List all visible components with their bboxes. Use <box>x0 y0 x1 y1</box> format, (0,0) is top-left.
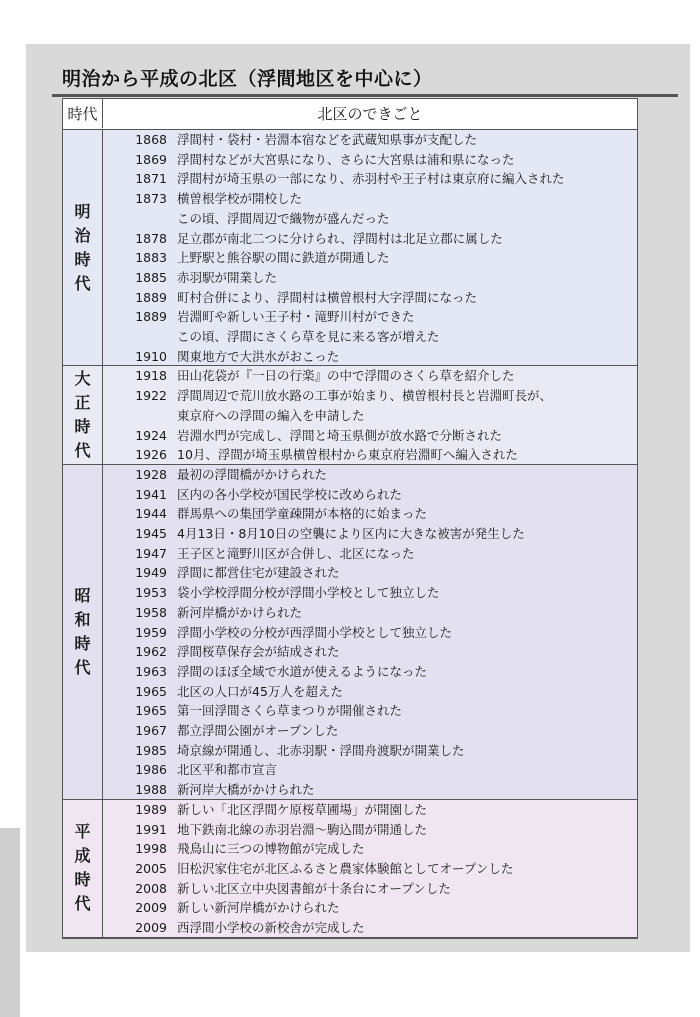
list-item <box>103 839 637 859</box>
event-year: 1986 <box>135 762 167 778</box>
event-text: 関東地方で大洪水がおこった <box>177 348 340 364</box>
page-title: 明治から平成の北区（浮間地区を中心に） <box>62 68 433 90</box>
list-item <box>103 366 637 386</box>
event-year: 1889 <box>135 289 167 305</box>
event-text: 岩淵水門が完成し、浮間と埼玉県側が放水路で分断された <box>177 427 503 443</box>
title-underline <box>52 94 678 97</box>
list-item <box>103 485 637 505</box>
event-text: 町村合併により、浮間村は横曽根村大字浮間になった <box>177 289 478 305</box>
event-text: 新しい「北区浮間ケ原桜草圃場」が開園した <box>177 801 428 817</box>
event-text: 10月、浮間が埼玉県横曽根村から東京府岩淵町へ編入された <box>177 447 518 463</box>
event-year: 1871 <box>135 171 167 187</box>
event-text: 岩淵町や新しい王子村・滝野川村ができた <box>177 309 415 325</box>
event-year: 1967 <box>135 723 167 738</box>
event-text: 東京府への浮間の編入を申請した <box>177 407 365 423</box>
event-year: 1924 <box>135 427 167 443</box>
event-text: 4月13日・8月10日の空襲により区内に大きな被害が発生した <box>177 526 525 541</box>
event-text: 地下鉄南北線の赤羽岩淵～駒込間が開通した <box>177 821 428 837</box>
table-header <box>63 99 637 130</box>
list-item <box>103 288 637 308</box>
event-text: 足立郡が南北二つに分けられ、浮間村は北足立郡に属した <box>177 230 503 246</box>
era-label: 平成時代 <box>74 822 91 914</box>
event-year: 1965 <box>135 703 167 719</box>
list-item <box>103 386 637 406</box>
list-item <box>103 445 637 465</box>
event-text: この頃、浮間周辺で織物が盛んだった <box>177 210 390 226</box>
event-text: 群馬県への集団学童疎開が本格的に始まった <box>177 506 428 522</box>
event-text: 新しい北区立中央図書館が十条台にオープンした <box>177 880 451 896</box>
event-text: 赤羽駅が開業した <box>177 269 278 285</box>
list-item <box>103 544 637 564</box>
event-text: 最初の浮間橋がかけられた <box>177 466 328 482</box>
list-item <box>103 623 637 643</box>
list-item <box>103 229 637 249</box>
event-text: 埼京線が開通し、北赤羽駅・浮間舟渡駅が開業した <box>177 742 465 758</box>
list-item <box>103 504 637 524</box>
era-cell <box>63 130 103 366</box>
timeline-table <box>62 98 638 939</box>
event-year: 1885 <box>135 269 167 285</box>
era-label: 昭和時代 <box>74 585 91 677</box>
event-text: 浮間村が埼玉県の一部になり、赤羽村や王子村は東京府に編入された <box>177 171 565 187</box>
list-item <box>103 603 637 623</box>
event-text: 浮間桜草保存会が結成された <box>177 644 340 660</box>
event-year: 1926 <box>135 447 167 463</box>
list-item <box>103 583 637 603</box>
event-year: 1945 <box>135 526 167 541</box>
list-item <box>103 465 637 485</box>
header-events: 北区のできごと <box>317 105 423 123</box>
event-text: 飛鳥山に三つの博物館が完成した <box>177 841 365 857</box>
event-text: 西浮間小学校の新校舎が完成した <box>177 920 365 935</box>
event-year: 1949 <box>135 565 167 581</box>
event-year: 1868 <box>135 132 167 147</box>
era-cell <box>63 366 103 465</box>
list-item <box>103 918 637 938</box>
list-item <box>103 682 637 702</box>
list-item <box>103 800 637 820</box>
event-year: 1962 <box>135 644 167 660</box>
list-item <box>103 426 637 446</box>
event-text: 横曽根学校が開校した <box>177 191 303 207</box>
event-text: 浮間に都営住宅が建設された <box>177 565 340 581</box>
event-text: 第一回浮間さくら草まつりが開催された <box>177 703 403 719</box>
event-year: 1873 <box>135 191 167 207</box>
event-text: 都立浮間公園がオープンした <box>177 723 339 738</box>
event-text: 田山花袋が『一日の行楽』の中で浮間のさくら草を紹介した <box>177 368 515 384</box>
event-text: 袋小学校浮間分校が浮間小学校として独立した <box>177 585 440 601</box>
event-year: 1878 <box>135 230 167 246</box>
era-cell <box>63 465 103 800</box>
event-text: 北区平和都市宣言 <box>177 762 278 778</box>
event-year: 1910 <box>135 348 167 364</box>
event-year: 1889 <box>135 309 167 325</box>
event-text: 浮間周辺で荒川放水路の工事が始まり、横曽根村長と岩淵町長が、 <box>177 388 553 404</box>
list-item <box>103 662 637 682</box>
list-item <box>103 563 637 583</box>
event-year: 1947 <box>135 545 167 561</box>
event-text: 浮間のほぼ全域で水道が使えるようになった <box>177 663 428 679</box>
list-item <box>103 879 637 899</box>
event-year: 1883 <box>135 250 167 266</box>
era-label: 明治時代 <box>74 201 91 293</box>
list-item <box>103 701 637 721</box>
event-year: 2008 <box>135 880 167 896</box>
event-year: 1959 <box>135 624 167 640</box>
event-year: 1953 <box>135 585 167 601</box>
list-item <box>103 268 637 288</box>
event-year: 1985 <box>135 742 167 758</box>
list-item <box>103 780 637 800</box>
list-item <box>103 721 637 741</box>
list-item <box>103 248 637 268</box>
list-item <box>103 150 637 170</box>
event-year: 1941 <box>135 486 167 502</box>
event-text: 新しい新河岸橋がかけられた <box>177 900 340 916</box>
list-item <box>103 406 637 426</box>
era-cell <box>63 800 103 938</box>
event-text: 浮間村などが大宮県になり、さらに大宮県は浦和県になった <box>177 151 515 167</box>
era-label: 大正時代 <box>74 369 91 461</box>
event-text: 新河岸大橋がかけられた <box>177 782 315 798</box>
list-item <box>103 859 637 879</box>
event-year: 1958 <box>135 604 167 620</box>
event-text: 浮間小学校の分校が西浮間小学校として独立した <box>177 624 453 640</box>
event-text: 上野駅と熊谷駅の間に鉄道が開通した <box>177 250 390 266</box>
event-text: 旧松沢家住宅が北区ふるさと農家体験館としてオープンした <box>177 860 514 876</box>
list-item <box>103 524 637 544</box>
header-era: 時代 <box>63 99 103 128</box>
event-text: 区内の各小学校が国民学校に改められた <box>177 486 403 502</box>
list-item <box>103 209 637 229</box>
list-item <box>103 307 637 327</box>
event-text: この頃、浮間にさくら草を見に来る客が増えた <box>177 329 440 344</box>
event-year: 2009 <box>135 920 167 935</box>
event-year: 1963 <box>135 663 167 679</box>
event-text: 北区の人口が45万人を超えた <box>177 683 343 699</box>
event-year: 1991 <box>135 821 167 837</box>
event-year: 1944 <box>135 506 167 522</box>
left-edge-strip <box>0 828 20 1017</box>
event-year: 2005 <box>135 860 167 876</box>
list-item <box>103 130 637 150</box>
list-item <box>103 741 637 761</box>
list-item <box>103 169 637 189</box>
event-year: 1922 <box>135 388 167 404</box>
event-year: 1918 <box>135 368 167 384</box>
event-text: 王子区と滝野川区が合併し、北区になった <box>177 545 415 561</box>
event-year: 1998 <box>135 841 167 857</box>
event-year: 1965 <box>135 683 167 699</box>
event-year: 1869 <box>135 151 167 167</box>
event-year: 1988 <box>135 782 167 798</box>
list-item <box>103 898 637 918</box>
list-item <box>103 642 637 662</box>
list-item <box>103 327 637 347</box>
event-text: 新河岸橋がかけられた <box>177 604 303 620</box>
list-item <box>103 760 637 780</box>
list-item <box>103 347 637 367</box>
event-text: 浮間村・袋村・岩淵本宿などを武蔵知県事が支配した <box>177 132 478 147</box>
event-year: 1989 <box>135 801 167 817</box>
list-item <box>103 189 637 209</box>
list-item <box>103 820 637 840</box>
event-year: 1928 <box>135 466 167 482</box>
event-year: 2009 <box>135 900 167 916</box>
